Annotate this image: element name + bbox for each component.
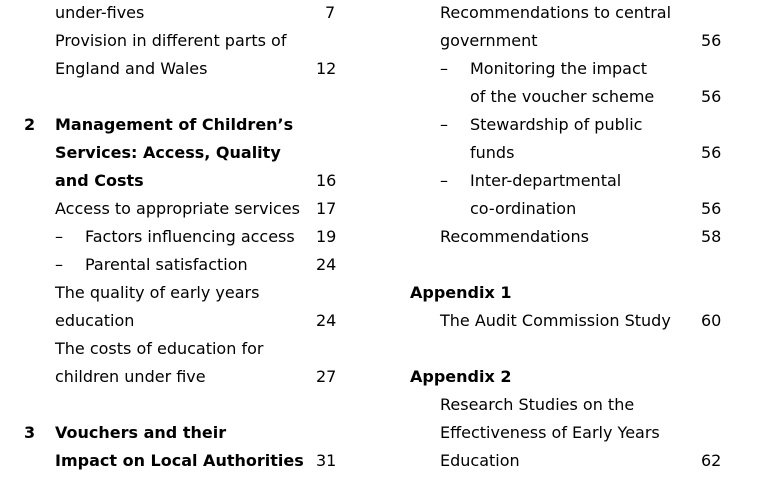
toc-entry-rec-central-line1: Recommendations to central <box>440 3 672 22</box>
toc-entry-factors: Factors influencing access <box>85 227 295 246</box>
toc-entry-research-line1: Research Studies on the <box>440 395 635 414</box>
page-number: 56 <box>701 31 722 50</box>
page-number: 7 <box>325 3 336 22</box>
page-number: 62 <box>701 451 722 470</box>
chapter-number: 2 <box>24 115 36 134</box>
toc-entry-monitoring-line2: of the voucher scheme <box>470 87 655 106</box>
toc-entry-parental: Parental satisfaction <box>85 255 248 274</box>
toc-entry-rec-central-line2: government <box>440 31 538 50</box>
page-number: 16 <box>316 171 337 190</box>
chapter-title-line1: Vouchers and their <box>55 423 227 442</box>
toc-entry-costs-line2: children under five <box>55 367 206 386</box>
toc-entry-costs-line1: The costs of education for <box>55 339 264 358</box>
page-number: 56 <box>701 87 722 106</box>
toc-entry-monitoring-line1: Monitoring the impact <box>470 59 648 78</box>
page-number: 27 <box>316 367 337 386</box>
toc-entry-research-line3: Education <box>440 451 520 470</box>
chapter-title-line1: Management of Children’s <box>55 115 294 134</box>
page-number: 17 <box>316 199 337 218</box>
chapter-title-line2: Impact on Local Authorities <box>55 451 304 470</box>
page-number: 24 <box>316 255 337 274</box>
appendix-heading: Appendix 2 <box>410 367 512 386</box>
toc-entry-provision-line1: Provision in different parts of <box>55 31 287 50</box>
toc-entry-quality-line1: The quality of early years <box>55 283 260 302</box>
page-number: 56 <box>701 143 722 162</box>
toc-entry-stewardship-line1: Stewardship of public <box>470 115 643 134</box>
toc-entry-interdept-line2: co-ordination <box>470 199 577 218</box>
page-number: 56 <box>701 199 722 218</box>
toc-entry-under-fives: under-fives <box>55 3 145 22</box>
page-number: 58 <box>701 227 722 246</box>
toc-entry-research-line2: Effectiveness of Early Years <box>440 423 660 442</box>
page-number: 19 <box>316 227 337 246</box>
chapter-title-line2: Services: Access, Quality <box>55 143 281 162</box>
toc-entry-quality-line2: education <box>55 311 135 330</box>
toc-entry-interdept-line1: Inter-departmental <box>470 171 622 190</box>
page-number: 12 <box>316 59 337 78</box>
chapter-number: 3 <box>24 423 36 442</box>
toc-entry-access: Access to appropriate services <box>55 199 300 218</box>
toc-entry-provision-line2: England and Wales <box>55 59 208 78</box>
toc-entry-recommendations: Recommendations <box>440 227 589 246</box>
chapter-title-line3: and Costs <box>55 171 144 190</box>
dash-bullet: – <box>440 171 448 190</box>
toc-entry-audit: The Audit Commission Study <box>440 311 671 330</box>
toc-entry-stewardship-line2: funds <box>470 143 515 162</box>
dash-bullet: – <box>440 59 448 78</box>
dash-bullet: – <box>55 227 63 246</box>
appendix-heading: Appendix 1 <box>410 283 512 302</box>
page-number: 31 <box>316 451 337 470</box>
page-number: 24 <box>316 311 337 330</box>
dash-bullet: – <box>440 115 448 134</box>
page-number: 60 <box>701 311 722 330</box>
dash-bullet: – <box>55 255 63 274</box>
